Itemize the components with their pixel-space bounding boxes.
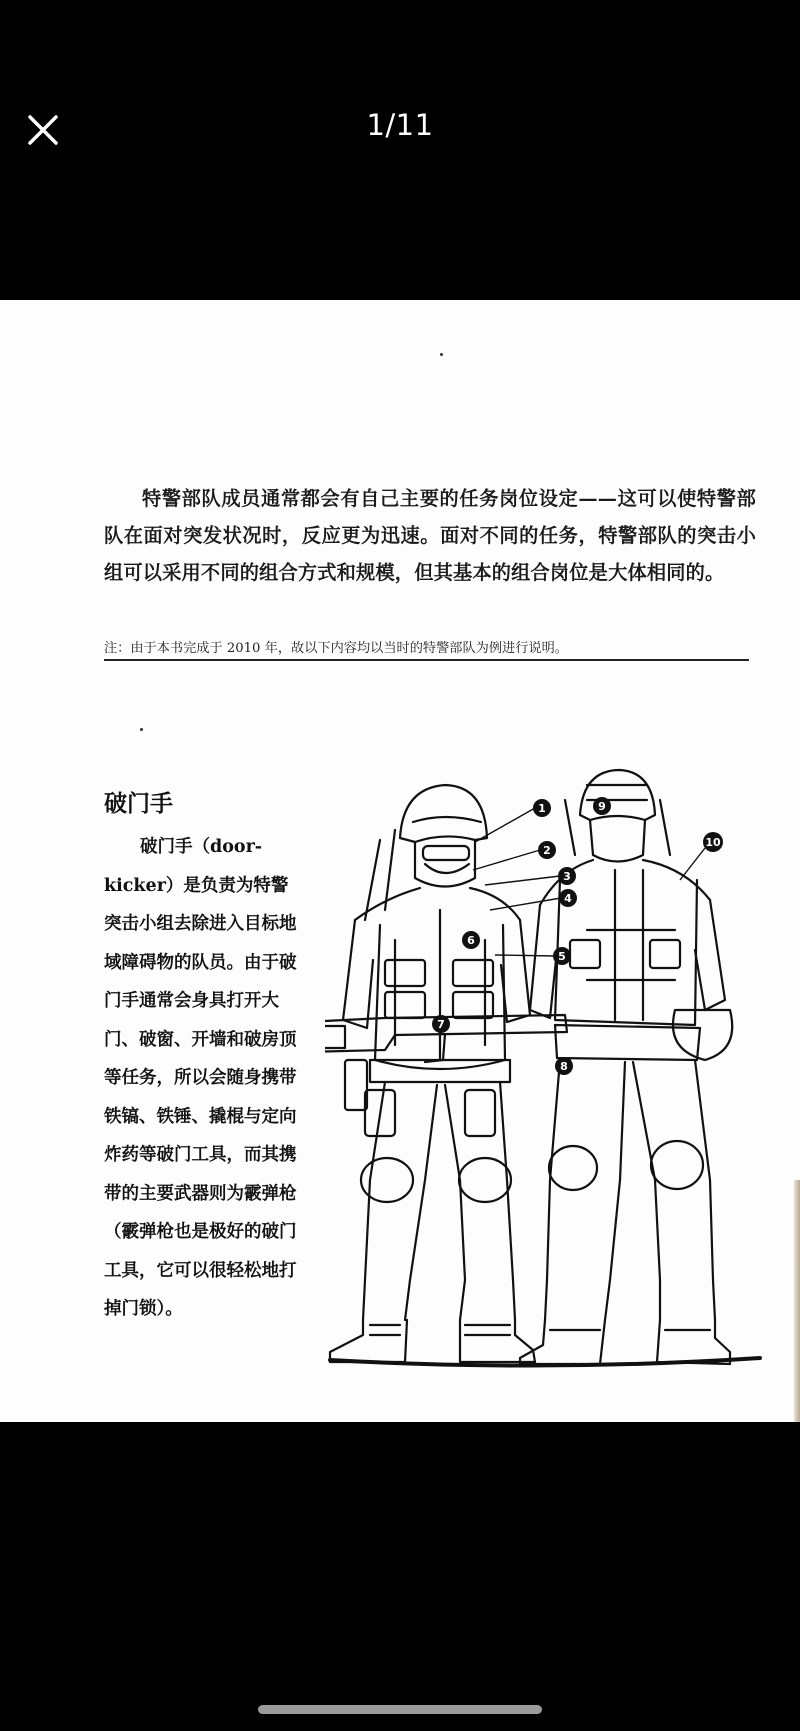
home-indicator[interactable]	[258, 1705, 542, 1714]
book-page-image[interactable]	[0, 300, 800, 1422]
speck	[140, 728, 143, 731]
footnote: 注：由于本书完成于 2010 年，故以下内容均以当时的特警部队为例进行说明。	[104, 641, 568, 656]
footnote-divider	[104, 659, 749, 661]
svg-text:10: 10	[705, 836, 721, 849]
svg-text:2: 2	[543, 844, 551, 857]
svg-text:3: 3	[563, 870, 571, 883]
svg-text:8: 8	[560, 1060, 568, 1073]
svg-text:7: 7	[437, 1018, 445, 1031]
page-counter: 1/11	[366, 108, 434, 142]
svg-text:6: 6	[467, 934, 475, 947]
section-body: 破门手（door-kicker）是负责为特警突击小组去除进入目标地域障碍物的队员。由于破门手通常会身具打开大门、破窗、开墙和破房顶等任务，所以会随身携带铁镐、铁锤、撬棍与定向炸药等破门工具，而其携带的主要武器则为霰弹枪（霰弹枪也是极好的破门工具，它可以很轻松地打掉门锁）。	[104, 837, 297, 1319]
speck	[440, 353, 443, 356]
svg-text:4: 4	[564, 892, 572, 905]
svg-text:9: 9	[598, 800, 606, 813]
page-edge-shadow	[794, 1180, 800, 1422]
intro-paragraph: 特警部队成员通常都会有自己主要的任务岗位设定——这可以使特警部队在面对突发状况时，反应更为迅速。面对不同的任务，特警部队的突击小组可以采用不同的组合方式和规模，但其基本的组合岗位是大体相同的。	[104, 487, 756, 584]
svg-text:1: 1	[538, 802, 546, 815]
section-title: 破门手	[104, 790, 173, 817]
viewer-top-bar	[0, 0, 800, 300]
swat-officers-illustration	[325, 760, 765, 1380]
svg-text:5: 5	[558, 950, 566, 963]
